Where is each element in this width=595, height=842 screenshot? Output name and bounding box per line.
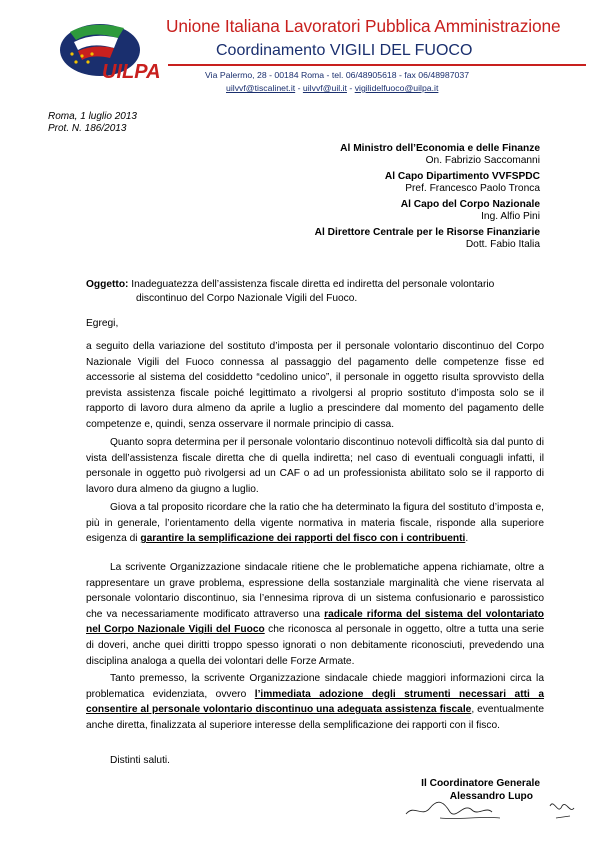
letterhead-subtitle: Coordinamento VIGILI DEL FUOCO — [216, 42, 473, 59]
subject-line: Inadeguatezza dell’assistenza fiscale diretta ed indiretta del personale volontario — [131, 279, 495, 290]
addressee-title: Al Direttore Centrale per le Risorse Finanziarie — [314, 227, 540, 238]
emphasis-text: l’immediata adozione degli strumenti necessari atti a consentire al personale volontario discontinuo una adeguata assistenza fiscale — [86, 688, 544, 716]
addressee-block — [315, 227, 540, 251]
subject-block — [86, 278, 544, 306]
emphasis-text: radicale riforma del sistema del volontariato nel Corpo Nazionale Vigili del Fuoco — [86, 608, 544, 636]
logo-text: UILPA — [102, 61, 161, 83]
addressee-name: On. Fabrizio Saccomanni — [425, 155, 540, 166]
letterhead-title: Unione Italiana Lavoratori Pubblica Amministrazione — [166, 16, 561, 36]
addressee-name: Pref. Francesco Paolo Tronca — [405, 183, 540, 194]
addressee-title: Al Capo del Corpo Nazionale — [400, 199, 540, 210]
emphasis-text: garantire la semplificazione dei rapporti del fisco con i contribuenti — [140, 533, 466, 545]
closing: Distinti saluti. — [110, 755, 171, 766]
letterhead-divider — [168, 64, 586, 66]
uilpa-logo — [52, 18, 164, 88]
letter-date: Roma, 1 luglio 2013 — [48, 111, 137, 122]
paragraph — [86, 671, 544, 733]
addressee-name: Dott. Fabio Italia — [465, 239, 540, 250]
email-link[interactable]: uilvvf@tiscalinet.it — [226, 83, 296, 93]
letterhead-emails — [226, 83, 438, 93]
addressee-block — [385, 171, 540, 195]
letterhead-address: Via Palermo, 28 - 00184 Roma - tel. 06/48905618 - fax 06/48987037 — [205, 70, 470, 80]
paragraph-text: , eventualmente anche diretta, finalizzata al superiore interesse della semplificazione dei rapporti con il fisco. — [86, 704, 544, 731]
addressee-block — [340, 143, 540, 167]
paragraph-text: Giova a tal proposito ricordare che la ratio che ha determinato la figura del sostituto d’imposta e, più in generale, l’orientamento della vigente normativa in materia fiscale, risponde alla superiore esigenza di — [86, 502, 544, 545]
handwritten-signature — [400, 792, 580, 824]
subject-line: discontinuo del Corpo Nazionale Vigili del Fuoco. — [136, 293, 358, 304]
paragraph: Quanto sopra determina per il personale volontario discontinuo notevoli difficoltà sia dal punto di vista dell’assistenza fiscale diretta che di quella indiretta; nel caso di eventuali conguagli infatti, il personale in oggetto può rivolgersi ad un CAF o ad un professionista abilitato solo se il rapporto di lavoro dura almeno da giugno a luglio. — [86, 437, 544, 495]
paragraph-text: . — [465, 533, 469, 545]
signature-title: Il Coordinatore Generale — [421, 778, 540, 789]
protocol-number: Prot. N. 186/2013 — [48, 123, 127, 134]
addressee-title: Al Ministro dell’Economia e delle Finanze — [340, 143, 540, 154]
addressee-name: Ing. Alfio Pini — [481, 211, 540, 222]
paragraph-text: La scrivente Organizzazione sindacale ritiene che le problematiche appena richiamate, oltre a rappresentare un grave problema, espressione della sostanziale marginalità che viene riservata al personale volontario discontinuo, sia l’ennesima riprova di un sistema confusionario e parossistico che va necessariamente modificato attraverso una — [86, 562, 544, 620]
email-separator: - — [295, 83, 303, 93]
paragraph: a seguito della variazione del sostituto d’imposta per il personale volontario discontinuo del Corpo Nazionale Vigili del Fuoco connessa al passaggio del pagamento delle competenze fisse ed accessorie al sistema del cosiddetto “cedolino unico”, il personale in oggetto risulta sprovvisto della prevista assistenza fiscale poiché legittimato a rivolgersi al proprio sostituto d’imposta solo se il rapporto di lavoro dura almeno da aprile a luglio a prescindere dal momento del pagamento delle competenze e, quindi, senza osservare il normale principio di cassa. — [86, 341, 544, 430]
email-separator: - — [346, 83, 355, 93]
email-link[interactable]: vigilidelfuoco@uilpa.it — [354, 83, 439, 93]
paragraph — [86, 560, 544, 669]
signature-name: Alessandro Lupo — [449, 791, 533, 802]
paragraph-text: Tanto premesso, la scrivente Organizzazione sindacale chiede maggiori informazioni circa la problematica evidenziata, ovvero — [86, 673, 544, 700]
salutation: Egregi, — [86, 318, 119, 329]
paragraph-text: che riconosca al personale in oggetto, oltre a tutta una serie di doveri, anche quei diritti troppo spesso ignorati o non debitamente riconosciuti, prevedendo una disciplina analoga a quella dei volontari delle Forze Armate. — [86, 624, 544, 667]
paragraph — [86, 500, 544, 547]
subject-label: Oggetto: — [86, 279, 129, 290]
addressee-block — [401, 199, 540, 223]
email-link[interactable]: uilvvf@uil.it — [302, 83, 347, 93]
addressee-title: Al Capo Dipartimento VVFSPDC — [384, 171, 540, 182]
